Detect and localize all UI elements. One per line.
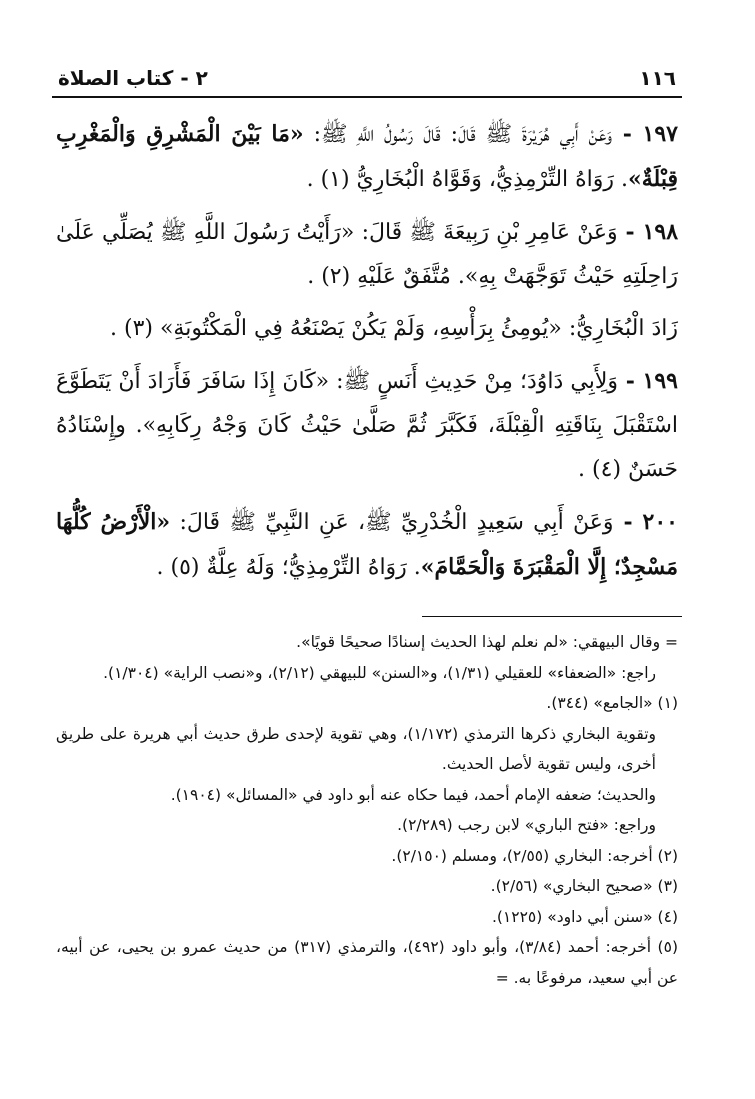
- hadith-text: وَعَنْ أَبِي سَعِيدٍ الْخُدْرِيِّ ﷺ، عَنِ النَّبِيِّ ﷺ قَالَ:: [170, 510, 614, 535]
- footnote-line: = وقال البيهقي: «لم نعلم لهذا الحديث إسنادًا صحيحًا قويًا».: [296, 633, 678, 651]
- footnote-line: (٢) أخرجه: البخاري (٢/٥٥)، ومسلم (٢/١٥٠).: [391, 846, 678, 865]
- book-page: [52, 66, 682, 993]
- hadith-bold-text: ١٩٨ -: [617, 219, 679, 245]
- footnote-line: وراجع: «فتح الباري» لابن رجب (٢/٢٨٩).: [397, 816, 656, 834]
- footnote-line: (٣) «صحيح البخاري» (٢/٥٦).: [490, 877, 678, 895]
- running-header: [52, 66, 682, 94]
- footnote-rule: [422, 616, 682, 617]
- footnote-line: (١) «الجامع» (٣٤٤).: [546, 694, 678, 712]
- hadith-bold-text: «الْأَرْضُ كُلُّهَا مَسْجِدٌ؛ إِلَّا الْمَقْبَرَةَ وَالْحَمَّامَ»: [56, 509, 678, 580]
- hadith-bold-text: «مَا بَيْنَ الْمَشْرِقِ وَالْمَغْرِبِ قِبْلَةٌ»: [56, 121, 678, 192]
- hadith-paragraph: [52, 210, 682, 299]
- footnote-line: (٤) «سنن أبي داود» (١٢٢٥).: [491, 907, 678, 926]
- footnote-line: راجع: «الضعفاء» للعقيلي (١/٣١)، و«السنن» للبيهقي (٢/١٢)، و«نصب الراية» (١/٣٠٤).: [103, 663, 656, 682]
- hadith-text: . رَوَاهُ التِّرْمِذِيُّ، وَقَوَّاهُ الْبُخَارِيُّ (١) .: [306, 167, 629, 192]
- hadith-paragraph: [52, 500, 682, 590]
- footnote-line: والحديث؛ ضعفه الإمام أحمد، فيما حكاه عنه أبو داود في «المسائل» (١٩٠٤).: [170, 785, 656, 804]
- header-rule: [52, 96, 682, 98]
- hadith-text: زَادَ الْبُخَارِيُّ: «يُومِئُ بِرَأْسِهِ، وَلَمْ يَكُنْ يَصْنَعُهُ فِي الْمَكْتُوبَةِ» (٣) .: [109, 316, 678, 341]
- hadith-text: وَعَنْ عَامِرِ بْنِ رَبِيعَةَ ﷺ قَالَ: «رَأَيْتُ رَسُولَ اللَّهِ ﷺ يُصَلِّي عَلَىٰ رَاحِلَتِهِ حَيْثُ تَوَجَّهَتْ بِهِ». مُتَّفَقٌ عَلَيْهِ (٢) .: [56, 220, 678, 289]
- hadith-bold-text: ١٩٧ -: [612, 121, 678, 147]
- hadith-bold-text: ٢٠٠ -: [613, 509, 678, 535]
- chapter-title: ٢ - كتاب الصلاة: [58, 66, 208, 90]
- hadith-section: [52, 112, 682, 590]
- hadith-paragraph: [52, 307, 682, 351]
- hadith-text: وَعَنْ أَبِي هُرَيْرَةَ ﷺ قَالَ: قَالَ رَسُولُ اللَّهِ ﷺ:: [303, 122, 613, 147]
- hadith-paragraph: [52, 359, 682, 492]
- hadith-bold-text: ١٩٩ -: [618, 368, 678, 394]
- footnote-line: (٥) أخرجه: أحمد (٣/٨٤)، وأبو داود (٤٩٢)، والترمذي (٣١٧) من حديث عمرو بن يحيى، عن أبيه، عن أبي سعيد، مرفوعًا به. =: [56, 938, 678, 987]
- page-number: ١١٦: [639, 66, 676, 90]
- hadith-text: . رَوَاهُ التِّرْمِذِيُّ؛ وَلَهُ عِلَّةٌ (٥) .: [156, 555, 421, 580]
- footnotes: [52, 627, 682, 993]
- footnote-line: وتقوية البخاري ذكرها الترمذي (١/١٧٢)، وهي تقوية لإحدى طرق حديث أبي هريرة على طريق أخرى، وليس تقوية لأصل الحديث.: [56, 724, 657, 773]
- hadith-text: وَلِأَبِي دَاوُدَ؛ مِنْ حَدِيثِ أَنَسٍ ﷺ: «كَانَ إِذَا سَافَرَ فَأَرَادَ أَنْ يَتَطَوَّعَ اسْتَقْبَلَ بِنَاقَتِهِ الْقِبْلَةَ، فَكَبَّرَ ثُمَّ صَلَّىٰ حَيْثُ كَانَ وَجْهُ رِكَابِهِ». وإِسْنَادُهُ حَسَنٌ (٤) .: [56, 369, 678, 482]
- hadith-paragraph: [52, 112, 682, 202]
